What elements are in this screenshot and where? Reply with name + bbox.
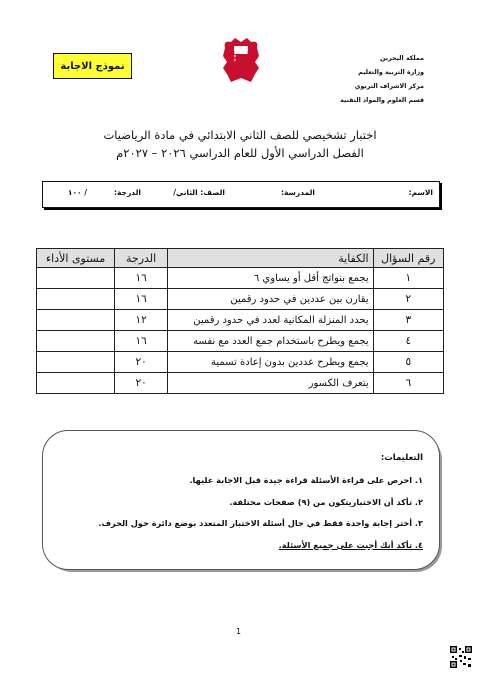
competency-text: يجمع ويطرح باستخدام جمع العدد مع نفسه bbox=[167, 331, 373, 352]
exam-subtitle: الفصل الدراسي الأول للعام الدراسي ٢٠٢٦ – ٢٠٢٧م bbox=[116, 146, 364, 160]
instructions-list bbox=[63, 470, 423, 556]
table-row bbox=[37, 310, 444, 331]
table-header-row bbox=[37, 249, 444, 268]
instruction-item: ٣. أختر إجابة واحدة فقط في حال أسئلة الاختبار المتعدد بوضع دائرة حول الحرف. bbox=[98, 518, 423, 528]
competency-text: يجمع ويطرح عددين بدون إعادة تسمية bbox=[167, 352, 373, 373]
grade-value: ١٦ bbox=[115, 268, 168, 289]
competency-text: يحدد المنزلة المكانية لعدد في حدود رقمين bbox=[167, 310, 373, 331]
question-number: ١ bbox=[373, 268, 443, 289]
grade-value: ٢٠ bbox=[115, 352, 168, 373]
school-label: المدرسة: bbox=[281, 188, 315, 197]
page-number: 1 bbox=[236, 627, 242, 636]
instruction-item: ٢. تأكد أن الاختباريتكون من (٩) صفحات مختلفة. bbox=[229, 496, 423, 507]
ministry-line: وزارة التربية والتعليم bbox=[358, 69, 424, 76]
grade-value: ٢٠ bbox=[115, 373, 168, 394]
name-label: الاسم: bbox=[408, 188, 433, 197]
performance-level-cell[interactable] bbox=[37, 289, 115, 310]
ministry-header bbox=[274, 52, 424, 108]
ministry-line: مركز الاشراف التربوي bbox=[354, 83, 424, 90]
table-row bbox=[37, 268, 444, 289]
qr-code-icon bbox=[450, 646, 472, 668]
question-number: ٥ bbox=[373, 352, 443, 373]
competency-text: يجمع بنواتج أقل أو يساوي ٦ bbox=[167, 268, 373, 289]
table-row bbox=[37, 352, 444, 373]
performance-level-cell[interactable] bbox=[37, 373, 115, 394]
competency-text: يتعرف الكسور bbox=[167, 373, 373, 394]
header-competency: الكفاية bbox=[167, 249, 373, 268]
instructions-box bbox=[42, 430, 440, 570]
header-question-number: رقم السؤال bbox=[373, 249, 443, 268]
bahrain-emblem-icon bbox=[221, 38, 261, 84]
grade-value: ١٦ bbox=[115, 289, 168, 310]
performance-level-cell[interactable] bbox=[37, 352, 115, 373]
question-number: ٦ bbox=[373, 373, 443, 394]
header-performance-level: مستوى الأداء bbox=[37, 249, 115, 268]
question-number: ٢ bbox=[373, 289, 443, 310]
competency-text: يقارن بين عددين في حدود رقمين bbox=[167, 289, 373, 310]
answer-key-badge: نموذج الاجابة bbox=[53, 53, 132, 79]
instruction-item: ١. احرص على قراءة الأسئلة قراءة جيدة قبل الاجابة عليها. bbox=[189, 475, 423, 485]
score-total: / ١٠٠ bbox=[67, 188, 87, 197]
performance-level-cell[interactable] bbox=[37, 310, 115, 331]
header-grade: الدرجة bbox=[115, 249, 168, 268]
instruction-item: ٤. تأكد أنك أجبت على جميع الأسئلة. bbox=[278, 539, 423, 550]
question-number: ٣ bbox=[373, 310, 443, 331]
score-label: الدرجة: bbox=[114, 188, 141, 197]
competency-table bbox=[36, 248, 444, 394]
table-row bbox=[37, 331, 444, 352]
grade-value: ١٦ bbox=[115, 331, 168, 352]
grade-value: ١٢ bbox=[115, 310, 168, 331]
ministry-line: قسم العلوم والمواد التقنية bbox=[340, 97, 424, 104]
grade-class-label: الصف: الثاني/ bbox=[173, 188, 225, 197]
table-row bbox=[37, 289, 444, 310]
exam-title: اختبار تشخيصي للصف الثاني الابتدائي في مادة الرياضيات bbox=[103, 128, 377, 142]
performance-level-cell[interactable] bbox=[37, 268, 115, 289]
table-row bbox=[37, 373, 444, 394]
question-number: ٤ bbox=[373, 331, 443, 352]
student-info-box bbox=[42, 181, 440, 208]
performance-level-cell[interactable] bbox=[37, 331, 115, 352]
ministry-line: مملكة البحرين bbox=[380, 55, 424, 62]
instructions-title: التعليمات: bbox=[380, 453, 423, 463]
